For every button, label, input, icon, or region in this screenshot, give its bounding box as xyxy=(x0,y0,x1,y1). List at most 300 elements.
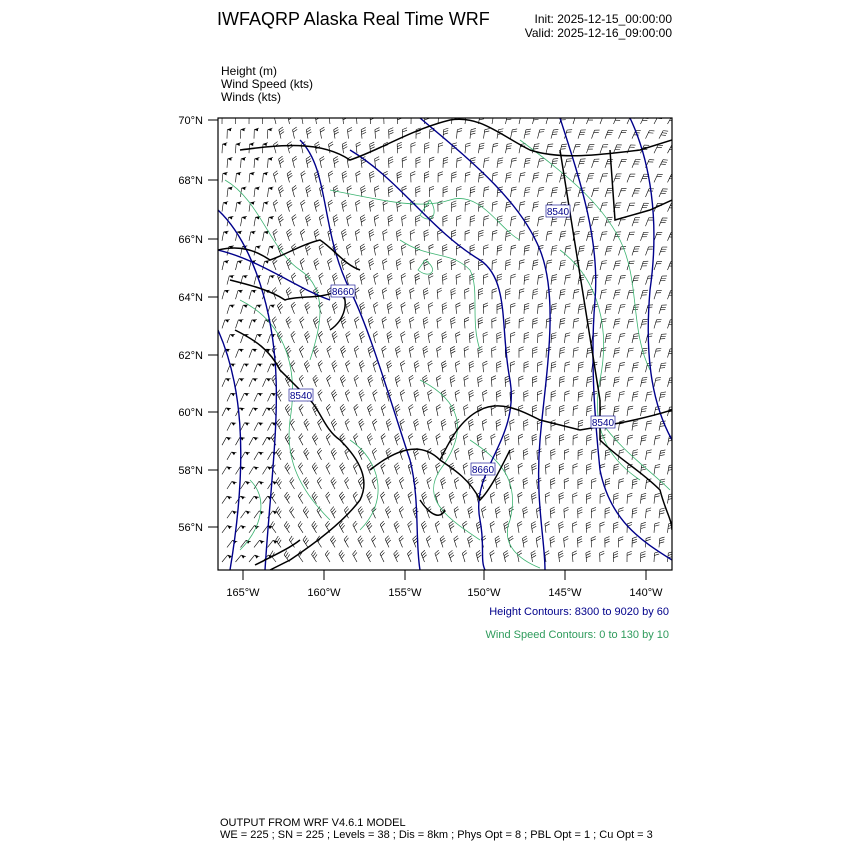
lat-tick-label: 62°N xyxy=(178,350,203,362)
wind-barb xyxy=(483,334,484,343)
wind-barb xyxy=(627,495,628,504)
wind-barb xyxy=(646,131,650,139)
wind-barb xyxy=(409,320,411,329)
wind-barb xyxy=(241,364,244,372)
wind-barb xyxy=(222,203,223,212)
wind-barb xyxy=(619,334,621,343)
wind-barb xyxy=(254,393,258,401)
latitude-axis xyxy=(178,115,218,534)
wind-barb xyxy=(241,481,246,489)
wind-barb xyxy=(457,159,458,168)
wind-barb xyxy=(673,364,675,373)
lon-tick-label: 145°W xyxy=(548,587,582,599)
wind-barb xyxy=(254,276,256,285)
wind-barb xyxy=(518,465,519,474)
wind-barb xyxy=(236,261,238,270)
wind-barb xyxy=(565,305,566,314)
wind-barb xyxy=(263,379,267,387)
contour-labels-layer xyxy=(289,205,615,476)
wind-barb xyxy=(519,261,520,270)
wind-barb xyxy=(227,188,228,197)
wind-barb xyxy=(654,291,657,300)
wind-barb xyxy=(627,232,630,241)
wind-barb xyxy=(227,423,231,431)
wind-barb xyxy=(227,481,232,489)
wind-barb xyxy=(347,188,349,197)
wind-barb xyxy=(600,116,603,124)
wind-barb xyxy=(600,261,602,270)
wind-barb xyxy=(519,115,521,124)
plot-title: IWFAQRP Alaska Real Time WRF xyxy=(217,9,490,29)
wind-barb xyxy=(538,276,539,285)
wind-barb xyxy=(484,217,485,226)
wind-barb xyxy=(646,451,647,460)
wind-barb xyxy=(673,305,676,313)
wind-barb xyxy=(619,159,622,167)
wind-barb xyxy=(271,496,276,503)
wind-barb xyxy=(328,144,330,153)
wind-barb xyxy=(484,159,485,168)
wind-barb xyxy=(646,247,649,255)
wind-barb xyxy=(538,130,540,139)
wind-barb xyxy=(573,174,575,183)
wind-barb xyxy=(511,130,513,139)
wind-barb xyxy=(268,452,273,460)
wind-barb xyxy=(546,144,548,153)
wind-barb xyxy=(263,408,267,416)
wind-barb xyxy=(545,495,546,504)
wind-barb xyxy=(464,349,465,358)
wind-barb xyxy=(355,203,357,212)
wind-barb xyxy=(491,436,492,445)
wind-barb xyxy=(320,159,322,168)
wind-barb xyxy=(301,115,303,124)
wind-barb xyxy=(254,364,257,372)
wind-barb xyxy=(572,553,573,562)
wind-barb xyxy=(254,188,255,197)
wind-barb xyxy=(236,173,237,182)
wind-barb xyxy=(464,378,465,387)
wind-barb xyxy=(492,144,493,153)
wind-barb xyxy=(222,555,228,562)
wind-barb xyxy=(592,276,594,285)
wind-barb xyxy=(241,159,242,168)
wind-barb xyxy=(573,290,574,299)
wind-barb xyxy=(600,145,603,153)
wind-barb xyxy=(627,378,629,387)
wind-barb xyxy=(654,524,655,533)
wind-barb xyxy=(646,305,649,314)
wind-barb xyxy=(619,276,621,285)
wind-barb xyxy=(517,524,519,533)
wind-speed-contours-layer xyxy=(225,140,670,568)
wind-barb xyxy=(546,232,547,241)
lon-tick-label: 160°W xyxy=(307,587,341,599)
wind-barb xyxy=(263,526,268,533)
wind-barb xyxy=(249,203,250,212)
wind-barb xyxy=(538,188,540,197)
wind-barb xyxy=(236,291,238,300)
wind-barb xyxy=(249,291,251,300)
wind-barb xyxy=(646,189,649,197)
wind-barb xyxy=(290,511,295,518)
wind-barb xyxy=(227,159,228,168)
wind-barb xyxy=(546,115,548,124)
wind-barb xyxy=(268,217,269,226)
contour-label: 8540 xyxy=(289,391,313,402)
lon-tick-label: 165°W xyxy=(226,587,260,599)
wind-barb xyxy=(374,188,375,197)
contour-label: 8540 xyxy=(591,418,615,429)
wind-barb xyxy=(654,349,656,358)
wind-barb xyxy=(263,232,265,241)
wind-barb xyxy=(298,555,303,562)
wind-barb xyxy=(435,524,438,533)
wind-barb xyxy=(268,159,269,168)
wind-barb xyxy=(268,335,271,343)
wind-barb xyxy=(249,555,255,562)
wind-barb xyxy=(254,423,258,431)
lat-tick-label: 66°N xyxy=(178,234,203,246)
wind-barb xyxy=(236,320,239,329)
wind-barb xyxy=(482,451,484,460)
wind-barb xyxy=(673,422,675,431)
wind-barb xyxy=(268,423,272,431)
wind-barb xyxy=(573,203,575,212)
lat-tick-label: 68°N xyxy=(178,175,203,187)
wind-barb xyxy=(536,539,537,548)
wind-barb xyxy=(249,379,253,387)
wind-barb xyxy=(327,320,330,328)
wind-barb xyxy=(437,261,438,270)
wind-barb xyxy=(673,131,677,139)
wind-barb xyxy=(673,247,676,255)
wind-barb xyxy=(222,467,227,475)
wind-barb xyxy=(600,174,603,183)
wind-barb xyxy=(484,130,485,139)
wind-barb xyxy=(456,334,457,343)
wind-barb xyxy=(355,232,357,241)
wind-barb xyxy=(241,305,244,314)
wind-barb xyxy=(538,217,539,226)
wind-barb xyxy=(410,232,411,241)
wind-barb xyxy=(673,538,674,547)
wind-barb xyxy=(241,217,242,226)
wind-barb xyxy=(538,159,540,168)
wind-barb xyxy=(619,305,621,314)
wind-barb xyxy=(646,276,649,285)
wind-barb xyxy=(222,261,224,270)
wind-barb xyxy=(236,467,241,475)
wind-barb xyxy=(646,393,648,402)
wind-barb xyxy=(249,261,251,270)
wind-barb xyxy=(490,495,492,504)
wind-barb xyxy=(654,553,655,562)
lat-tick-label: 56°N xyxy=(178,522,203,534)
wind-barb xyxy=(410,261,411,270)
wind-barb xyxy=(537,480,538,489)
lat-tick-label: 70°N xyxy=(178,115,203,127)
wind-barb xyxy=(222,437,226,445)
wind-barb xyxy=(592,305,594,314)
wind-barb xyxy=(222,349,225,357)
wind-barb xyxy=(565,334,566,343)
wind-barb xyxy=(401,305,403,314)
wind-barb xyxy=(328,174,330,183)
wind-barb xyxy=(410,290,411,299)
wind-barb xyxy=(654,378,656,387)
wind-barb xyxy=(654,495,655,504)
wind-barb xyxy=(455,393,456,402)
lon-tick-label: 150°W xyxy=(467,587,501,599)
wind-barb xyxy=(519,203,520,212)
wind-barb xyxy=(619,480,620,489)
wind-barb xyxy=(249,232,251,241)
wind-barb xyxy=(673,189,677,197)
wind-barb xyxy=(383,203,384,212)
wind-barb xyxy=(356,115,357,124)
wind-barb xyxy=(227,540,233,547)
wind-barb xyxy=(546,174,548,183)
wind-barb xyxy=(600,290,602,299)
wind-barb xyxy=(573,349,574,358)
wind-barb xyxy=(249,496,254,503)
wind-barb xyxy=(290,481,295,489)
wind-barb xyxy=(236,379,240,387)
wind-barb xyxy=(428,305,429,314)
wind-barb xyxy=(263,173,264,182)
wind-barb xyxy=(511,217,512,226)
wind-barb xyxy=(654,174,658,182)
wind-barb xyxy=(428,334,429,343)
wind-barb xyxy=(627,349,629,358)
wind-barb xyxy=(619,392,620,401)
wind-barb xyxy=(545,524,546,533)
wind-barb xyxy=(654,262,657,270)
wind-barb xyxy=(565,217,567,226)
wind-barb xyxy=(268,540,274,547)
wind-barb xyxy=(456,305,457,314)
wind-barb xyxy=(254,217,255,226)
wind-barb xyxy=(673,334,676,343)
wind-barb xyxy=(374,247,376,256)
wind-barb xyxy=(519,174,520,183)
wind-barb xyxy=(455,363,456,372)
wind-barb xyxy=(565,159,567,168)
wind-barb xyxy=(437,290,438,299)
longitude-axis xyxy=(226,570,663,599)
wind-barb xyxy=(249,467,254,475)
wind-barb xyxy=(627,436,628,445)
wind-barb xyxy=(263,320,266,329)
wind-barb xyxy=(573,115,576,124)
wind-barb xyxy=(511,246,512,255)
wind-barb xyxy=(673,393,675,402)
wind-barb xyxy=(249,349,252,357)
wind-barb xyxy=(347,159,348,168)
wind-barb xyxy=(236,437,240,445)
wind-barb xyxy=(464,407,465,416)
wind-barb xyxy=(227,393,231,401)
wind-barb xyxy=(492,203,493,212)
wind-barb xyxy=(249,173,250,182)
wind-barb xyxy=(565,276,566,285)
wind-barb xyxy=(382,261,384,270)
wind-barb xyxy=(222,232,224,241)
wind-barb xyxy=(298,525,303,532)
wind-barb xyxy=(627,174,630,182)
wind-barb xyxy=(268,188,269,197)
wind-barb xyxy=(646,422,648,431)
wind-barb xyxy=(573,378,574,387)
wind-barb xyxy=(592,392,593,401)
wind-barb xyxy=(511,188,512,197)
wind-barb xyxy=(545,465,546,474)
wind-barb xyxy=(356,144,357,153)
wind-barb xyxy=(492,232,493,241)
lat-tick-label: 64°N xyxy=(178,292,203,304)
wind-barb xyxy=(573,145,576,154)
wind-barb xyxy=(538,305,539,314)
wind-barb xyxy=(627,203,630,211)
wind-barb xyxy=(254,452,259,460)
wind-barb xyxy=(263,203,264,212)
wind-barb xyxy=(236,349,239,357)
wind-barb xyxy=(673,218,677,226)
wind-barb xyxy=(509,509,511,518)
wind-barb xyxy=(227,511,232,518)
wind-barb xyxy=(465,144,466,153)
field-wind-speed-label: Wind Speed (kts) xyxy=(221,77,314,91)
wind-barb xyxy=(619,363,621,372)
wind-barb xyxy=(646,334,648,343)
wind-barb xyxy=(356,173,357,182)
wind-barb xyxy=(436,378,438,387)
wind-barb xyxy=(222,291,224,300)
wind-barb xyxy=(573,319,574,328)
wind-barb xyxy=(254,159,255,168)
wind-barb xyxy=(236,555,242,562)
wind-barb xyxy=(592,188,595,197)
contour-label: 8540 xyxy=(546,207,570,218)
wind-barb xyxy=(347,130,348,139)
wind-barb xyxy=(429,276,430,285)
wind-barb xyxy=(654,465,655,474)
wind-barb xyxy=(227,452,232,460)
wind-barb xyxy=(274,115,276,124)
wind-barb xyxy=(402,217,403,226)
wind-barb xyxy=(619,189,622,197)
wind-barb xyxy=(536,509,537,518)
height-contours-legend: Height Contours: 8300 to 9020 by 60 xyxy=(489,606,669,618)
wind-barb xyxy=(268,276,270,285)
wind-barb xyxy=(254,511,259,518)
wind-barb xyxy=(375,159,376,168)
wind-barb xyxy=(455,422,457,431)
wind-barb xyxy=(249,408,253,416)
wind-barb xyxy=(236,203,237,212)
wind-barb xyxy=(600,349,601,358)
lon-tick-label: 155°W xyxy=(388,587,422,599)
wind-barb xyxy=(298,496,303,504)
wind-barb xyxy=(518,407,519,416)
wind-barb xyxy=(401,276,402,285)
wind-barb xyxy=(375,130,376,139)
model-config: WE = 225 ; SN = 225 ; Levels = 38 ; Dis = 8km ; Phys Opt = 8 ; PBL Opt = 1 ; Cu Opt = 3 xyxy=(220,829,653,841)
wind-barb xyxy=(646,480,647,489)
model-info: OUTPUT FROM WRF V4.6.1 MODEL xyxy=(220,817,406,829)
wind-barb xyxy=(329,115,330,124)
wind-barb xyxy=(222,408,226,416)
wind-barb xyxy=(619,247,622,256)
wind-barb xyxy=(263,467,268,475)
wind-barb xyxy=(654,116,658,124)
wind-barb xyxy=(546,290,547,299)
wind-barb xyxy=(572,524,573,533)
wind-barb xyxy=(222,526,227,533)
wind-barb xyxy=(673,451,675,460)
wind-barb xyxy=(222,496,227,503)
wind-barb xyxy=(263,261,265,270)
wind-speed-contours-legend: Wind Speed Contours: 0 to 130 by 10 xyxy=(485,629,669,641)
wind-barb xyxy=(646,218,649,226)
wind-barb xyxy=(592,130,595,138)
wind-barb xyxy=(241,393,245,401)
wind-barb xyxy=(241,511,246,518)
wind-barb xyxy=(619,130,623,138)
wind-barb xyxy=(518,436,519,445)
wind-barb xyxy=(320,130,322,139)
wind-barb xyxy=(673,480,674,489)
wind-barb xyxy=(464,319,465,328)
wind-barb xyxy=(437,319,438,328)
wind-barb xyxy=(268,247,270,256)
wind-barb xyxy=(627,407,628,416)
wind-barb xyxy=(222,379,226,387)
wind-barb xyxy=(383,232,384,241)
wind-barb xyxy=(325,554,330,562)
wind-barb xyxy=(546,319,547,328)
wind-barb xyxy=(646,509,647,518)
wind-barb xyxy=(510,422,511,431)
wind-barb xyxy=(627,291,629,300)
wind-barb xyxy=(227,305,230,314)
wind-barb xyxy=(537,451,538,460)
wind-barb xyxy=(437,349,438,358)
map-plot-area xyxy=(218,112,682,570)
wind-barb xyxy=(592,159,595,168)
contour-label: 8660 xyxy=(331,287,355,298)
wind-barb xyxy=(654,145,658,153)
wind-barb xyxy=(374,217,375,226)
wind-barb xyxy=(627,320,629,329)
wind-barb xyxy=(673,160,677,168)
wind-barb xyxy=(254,540,260,547)
init-time: Init: 2025-12-15_00:00:00 xyxy=(534,12,672,26)
wind-barb xyxy=(457,130,458,139)
wind-barb xyxy=(263,496,268,503)
wind-barb xyxy=(491,378,492,387)
valid-time: Valid: 2025-12-16_09:00:00 xyxy=(524,26,672,40)
wind-barb xyxy=(222,320,225,329)
wind-barb xyxy=(654,320,657,329)
wind-barb xyxy=(592,218,594,227)
wind-barb xyxy=(227,276,229,285)
wind-barb xyxy=(491,407,492,416)
wind-barb xyxy=(241,335,244,343)
wind-barb xyxy=(347,217,349,226)
wind-barb xyxy=(227,335,230,343)
